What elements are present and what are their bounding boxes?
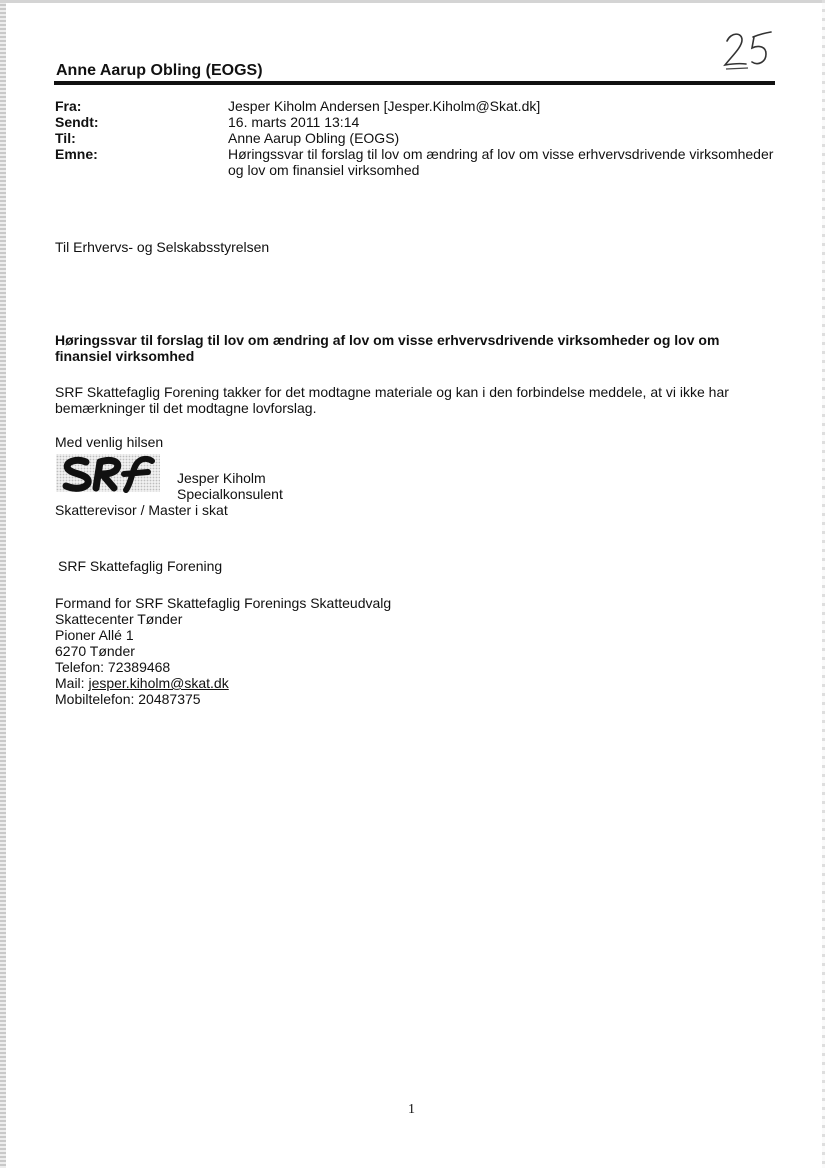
letter-paragraph: SRF Skattefaglig Forening takker for det modtagne materiale og kan i den forbindelse meddele, at vi ikke har bemærkninger til det modtagne lovforslag. (55, 384, 729, 416)
contact-mobile: Mobiltelefon: 20487375 (55, 691, 201, 707)
meta-row-to (55, 130, 780, 146)
contact-mail-link[interactable]: jesper.kiholm@skat.dk (88, 675, 229, 691)
contact-block (55, 595, 391, 707)
signature-name-block (177, 470, 283, 502)
letter-heading: Høringssvar til forslag til lov om ændring af lov om visse erhvervsdrivende virksomheder og lov om finansiel virksomhed (55, 332, 720, 364)
contact-phone: Telefon: 72389468 (55, 659, 171, 675)
contact-mail-label: Mail: (55, 675, 89, 691)
meta-value-to: Anne Aarup Obling (EOGS) (228, 130, 400, 146)
contact-city: 6270 Tønder (55, 643, 135, 659)
page-number: 1 (408, 1102, 415, 1117)
contact-office: Skattecenter Tønder (55, 611, 183, 627)
email-meta-table (55, 98, 780, 178)
meta-value-subject: Høringssvar til forslag til lov om ændring af lov om visse erhvervsdrivende virksomheder og lov om finansiel virksomhed (228, 146, 774, 178)
recipient-line: Til Erhvervs- og Selskabsstyrelsen (55, 239, 270, 255)
signature-title: Specialkonsulent (177, 486, 283, 502)
contact-mail-row (55, 675, 391, 691)
scan-edge-top (0, 0, 825, 3)
meta-label: Til: (55, 130, 76, 146)
email-sender-name: Anne Aarup Obling (EOGS) (56, 62, 263, 79)
meta-row-subject (55, 146, 780, 178)
organization-name: SRF Skattefaglig Forening (58, 558, 223, 574)
signature-credentials: Skatterevisor / Master i skat (55, 502, 228, 518)
meta-row-sent (55, 114, 780, 130)
heading-rule (54, 81, 775, 85)
contact-role: Formand for SRF Skattefaglig Forenings Skatteudvalg (55, 595, 392, 611)
meta-value-from: Jesper Kiholm Andersen [Jesper.Kiholm@Skat.dk] (228, 98, 541, 114)
srf-logo (56, 452, 164, 494)
handwritten-page-number (722, 28, 778, 72)
signature-name: Jesper Kiholm (177, 470, 266, 486)
meta-label: Sendt: (55, 114, 99, 130)
contact-street: Pioner Allé 1 (55, 627, 134, 643)
scan-edge-left (0, 0, 6, 1168)
meta-label: Emne: (55, 146, 98, 162)
meta-label: Fra: (55, 98, 82, 114)
meta-row-from (55, 98, 780, 114)
greeting: Med venlig hilsen (55, 434, 164, 450)
meta-value-sent: 16. marts 2011 13:14 (228, 114, 360, 130)
